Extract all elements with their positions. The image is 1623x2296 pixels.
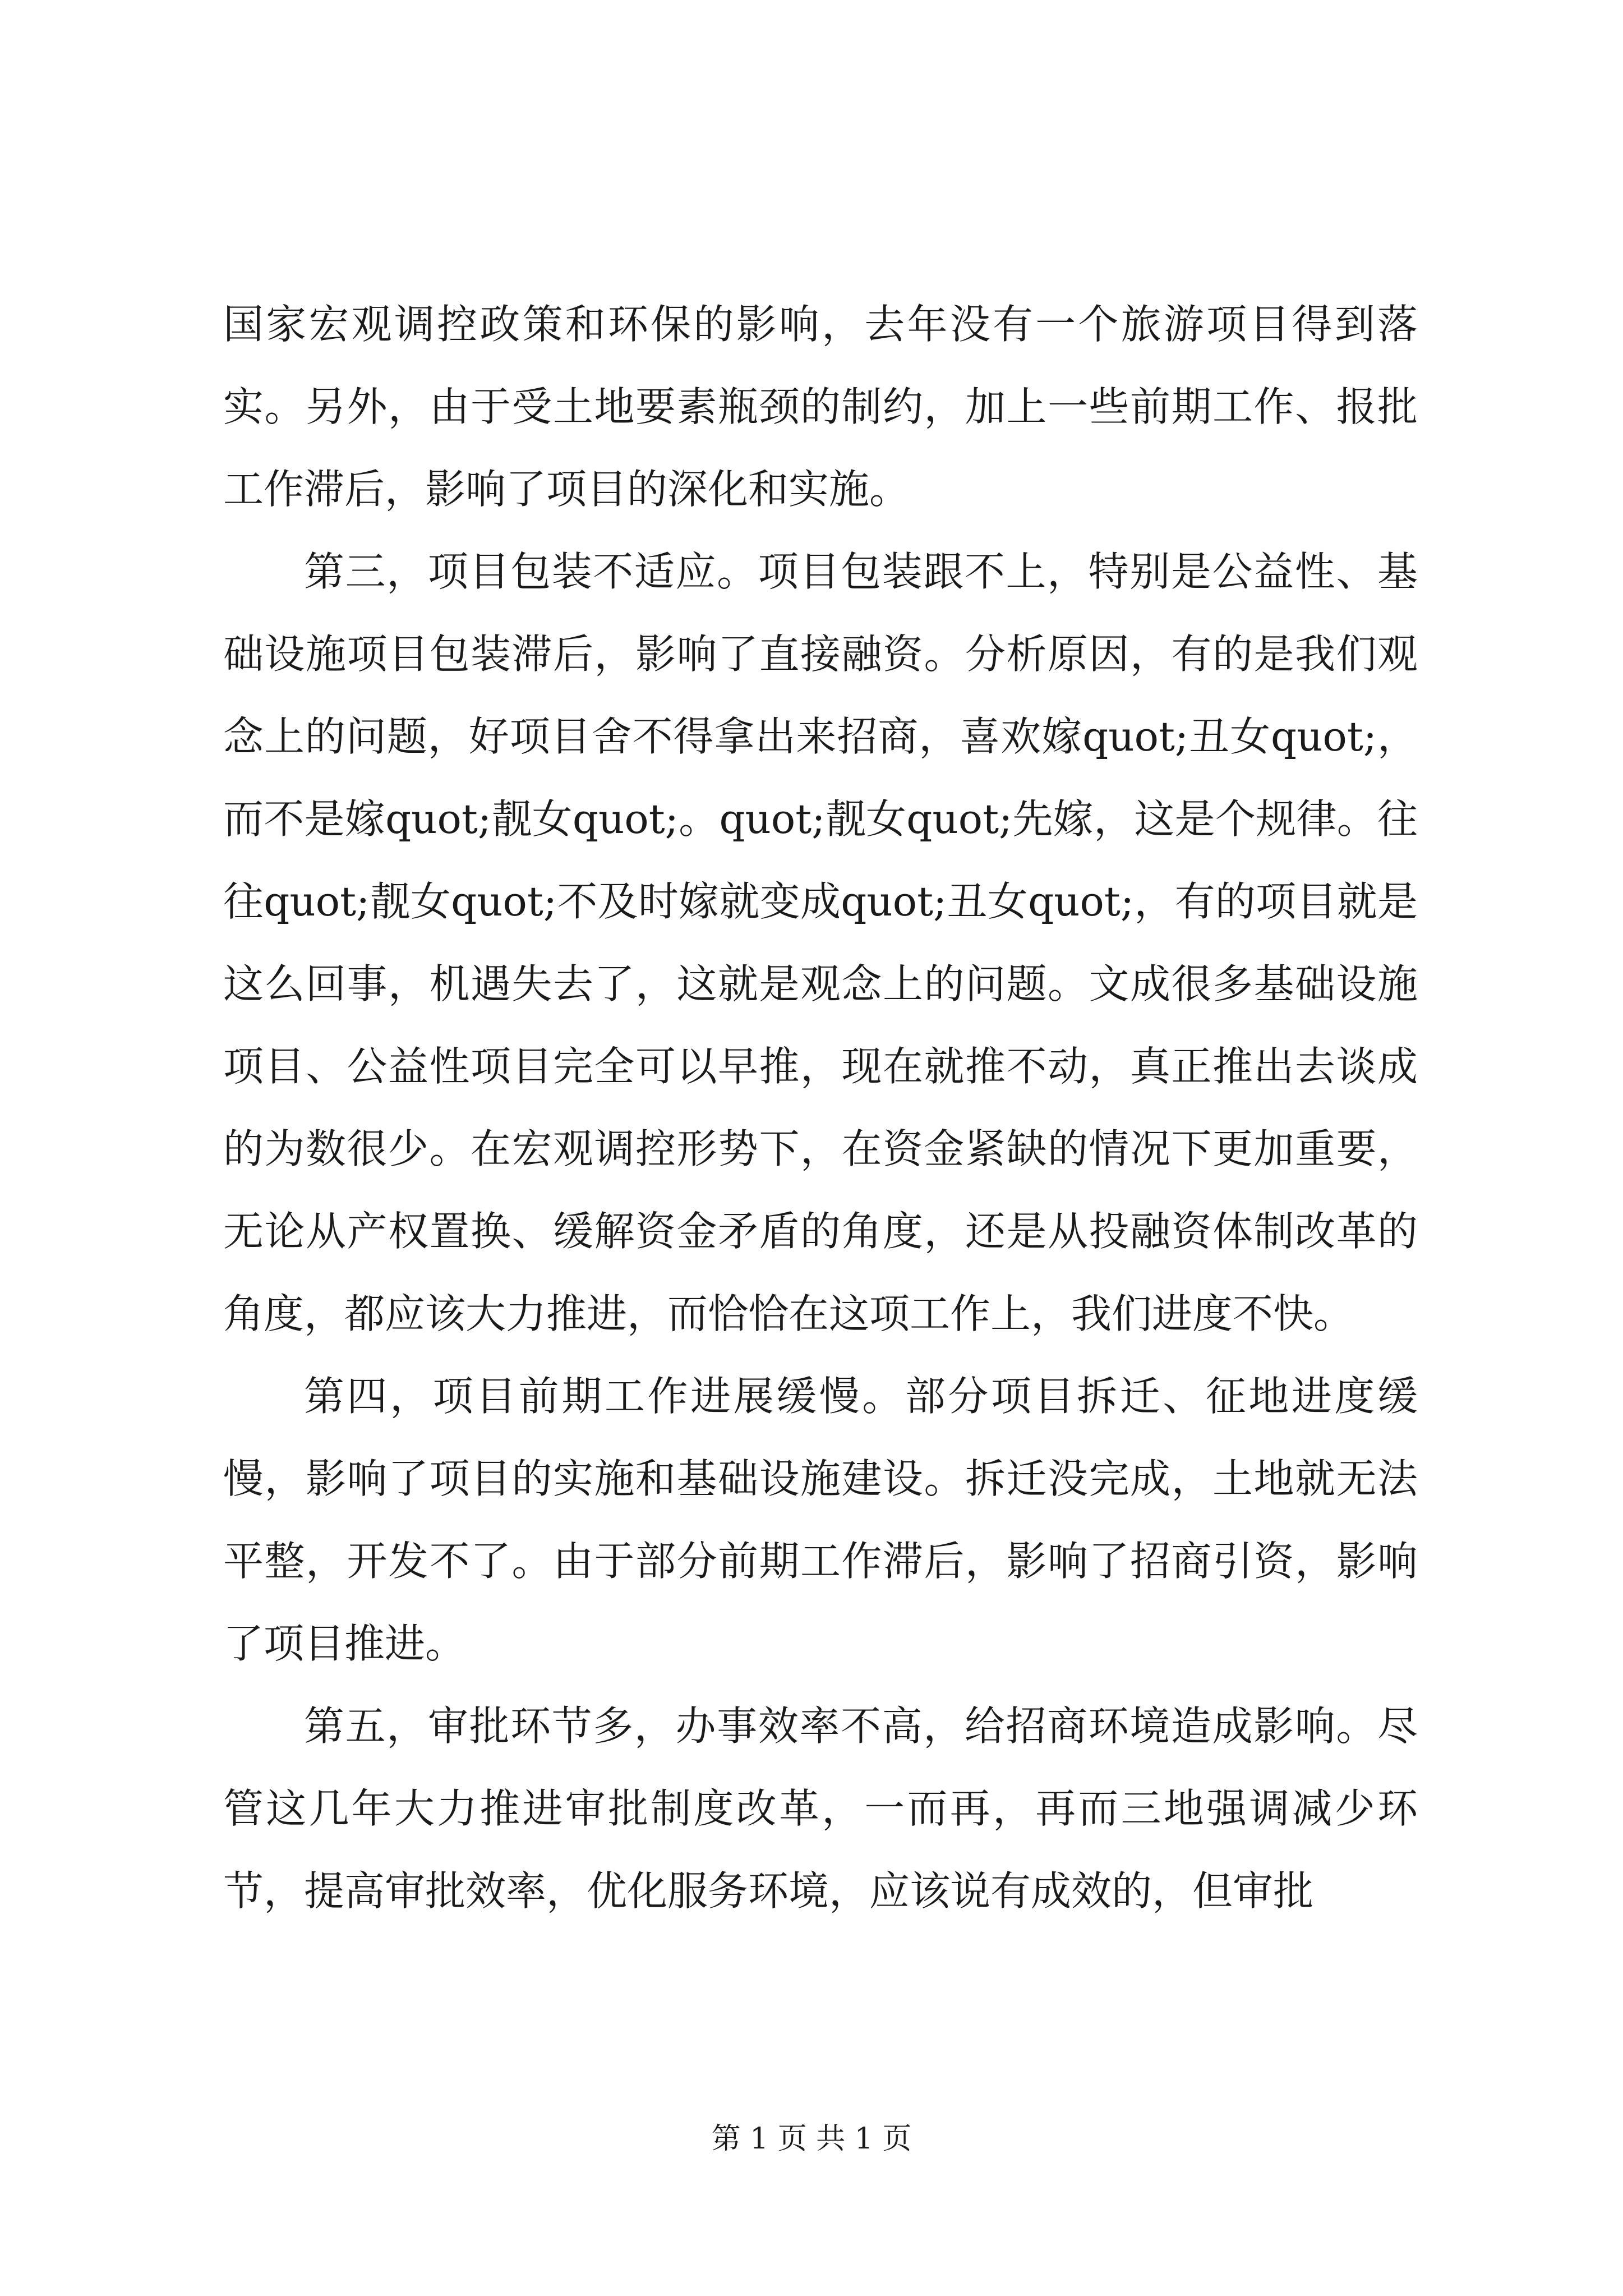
paragraph-2: 第三，项目包装不适应。项目包装跟不上，特别是公益性、基础设施项目包装滞后，影响了直接融资。分析原因，有的是我们观念上的问题，好项目舍不得拿出来招商，喜欢嫁quot;丑女quot;，而不是嫁quot;靓女quot;。quot;靓女quot;先嫁，这是个规律。往往quot;靓女quot;不及时嫁就变成quot;丑女quot;，有的项目就是这么回事，机遇失去了，这就是观念上的问题。文成很多基础设施项目、公益性项目完全可以早推，现在就推不动，真正推出去谈成的为数很少。在宏观调控形势下，在资金紧缺的情况下更加重要，无论从产权置换、缓解资金矛盾的角度，还是从投融资体制改革的角度，都应该大力推进，而恰恰在这项工作上，我们进度不快。 — [223, 548, 1418, 1337]
document-body — [223, 283, 1418, 1932]
paragraph-3: 第四，项目前期工作进展缓慢。部分项目拆迁、征地进度缓慢，影响了项目的实施和基础设施建设。拆迁没完成，土地就无法平整，开发不了。由于部分前期工作滞后，影响了招商引资，影响了项目推进。 — [223, 1373, 1418, 1667]
page-number-label: 第 1 页 共 1 页 — [711, 2122, 912, 2156]
paragraph-1: 国家宏观调控政策和环保的影响，去年没有一个旅游项目得到落实。另外，由于受土地要素瓶颈的制约，加上一些前期工作、报批工作滞后，影响了项目的深化和实施。 — [223, 301, 1418, 513]
page-footer — [0, 2115, 1623, 2157]
paragraph-4: 第五，审批环节多，办事效率不高，给招商环境造成影响。尽管这几年大力推进审批制度改革，一而再，再而三地强调减少环节，提高审批效率，优化服务环境，应该说有成效的，但审批 — [223, 1703, 1418, 1915]
